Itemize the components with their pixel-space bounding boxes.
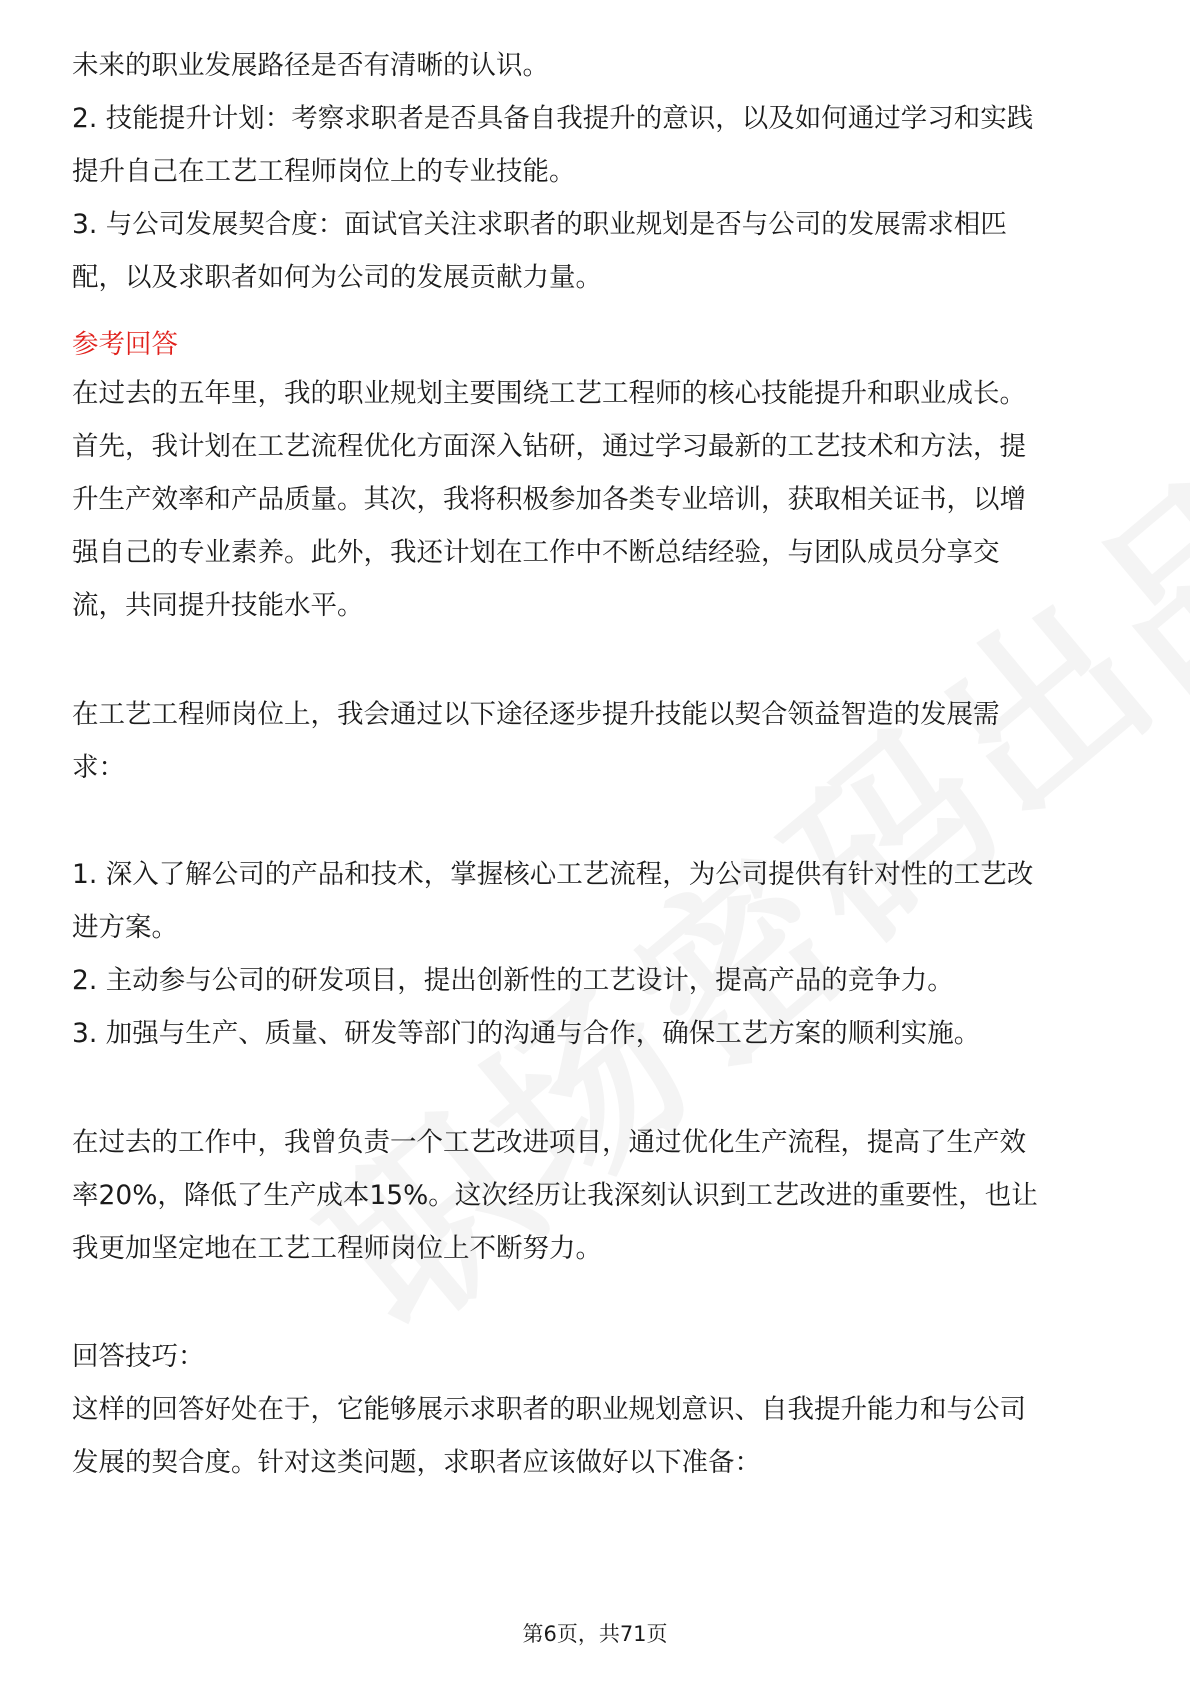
text-line: 在工艺工程师岗位上，我会通过以下途径逐步提升技能以契合领益智造的发展需	[72, 699, 1000, 730]
text-line: 升生产效率和产品质量。其次，我将积极参加各类专业培训，获取相关证书，以增	[72, 484, 1026, 515]
text-line: 未来的职业发展路径是否有清晰的认识。	[72, 50, 549, 81]
list-item-1: 1. 深入了解公司的产品和技术，掌握核心工艺流程，为公司提供有针对性的工艺改	[72, 859, 1034, 890]
text-line: 提升自己在工艺工程师岗位上的专业技能。	[72, 156, 576, 187]
text-line: 率20%，降低了生产成本15%。这次经历让我深刻认识到工艺改进的重要性，也让	[72, 1180, 1038, 1211]
text-line: 我更加坚定地在工艺工程师岗位上不断努力。	[72, 1233, 602, 1264]
text-line: 配，以及求职者如何为公司的发展贡献力量。	[72, 262, 602, 293]
list-item-3: 3. 加强与生产、质量、研发等部门的沟通与合作，确保工艺方案的顺利实施。	[72, 1018, 981, 1049]
list-item-skill-plan: 2. 技能提升计划：考察求职者是否具备自我提升的意识，以及如何通过学习和实践	[72, 103, 1034, 134]
text-line: 首先，我计划在工艺流程优化方面深入钻研，通过学习最新的工艺技术和方法，提	[72, 431, 1026, 462]
text-line: 求：	[72, 752, 125, 783]
list-item-company-fit: 3. 与公司发展契合度：面试官关注求职者的职业规划是否与公司的发展需求相匹	[72, 209, 1007, 240]
page-number-footer: 第6页，共71页	[522, 1622, 668, 1646]
text-line: 进方案。	[72, 912, 178, 943]
text-line: 流，共同提升技能水平。	[72, 590, 364, 621]
text-line: 这样的回答好处在于，它能够展示求职者的职业规划意识、自我提升能力和与公司	[72, 1394, 1026, 1425]
list-item-2: 2. 主动参与公司的研发项目，提出创新性的工艺设计，提高产品的竞争力。	[72, 965, 954, 996]
watermark	[296, 438, 1190, 1363]
text-line: 发展的契合度。针对这类问题，求职者应该做好以下准备：	[72, 1447, 761, 1478]
text-line: 在过去的工作中，我曾负责一个工艺改进项目，通过优化生产流程，提高了生产效	[72, 1127, 1026, 1158]
text-line: 强自己的专业素养。此外，我还计划在工作中不断总结经验，与团队成员分享交	[72, 537, 1000, 568]
section-heading-reference-answer: 参考回答	[72, 329, 178, 360]
subheading-answer-tips: 回答技巧：	[72, 1341, 205, 1372]
text-line: 在过去的五年里，我的职业规划主要围绕工艺工程师的核心技能提升和职业成长。	[72, 378, 1026, 409]
